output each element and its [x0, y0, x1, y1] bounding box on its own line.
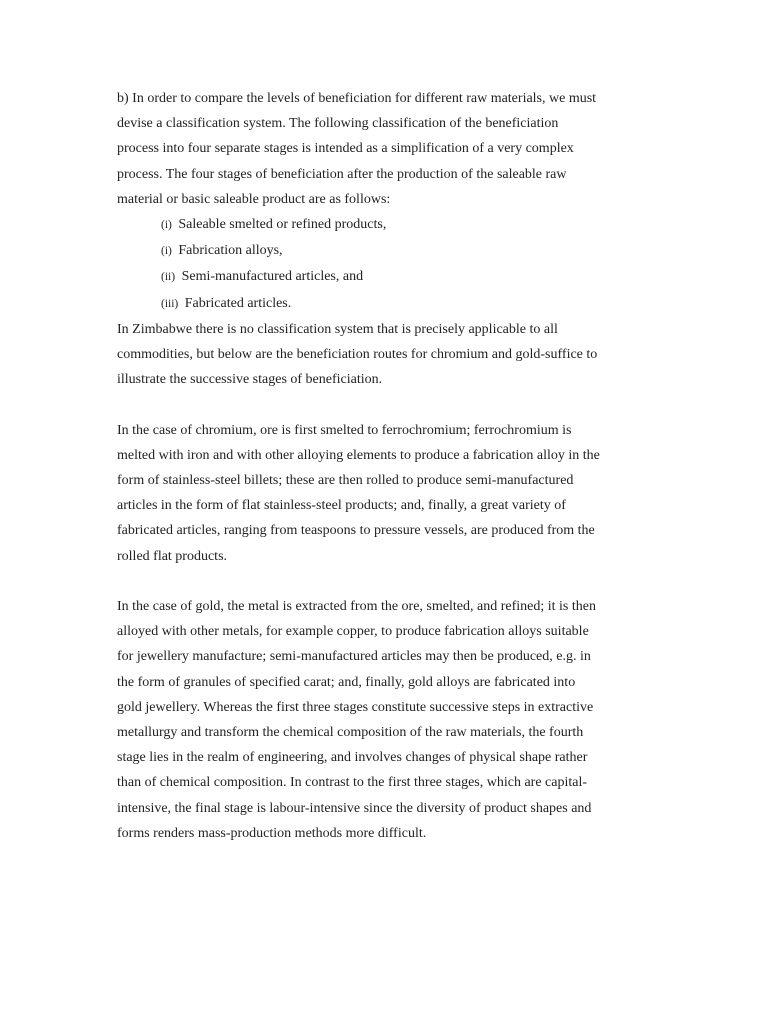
chromium-line: In the case of chromium, ore is first smelted to ferrochromium; ferrochromium is: [117, 422, 572, 438]
intro-paragraph: [117, 86, 657, 212]
chromium-paragraph: [117, 418, 657, 569]
intro-line: devise a classification system. The following classification of the beneficiation: [117, 116, 559, 132]
paragraph-gap: [117, 569, 657, 594]
stage-marker: (iii): [161, 297, 179, 310]
zimbabwe-line: commodities, but below are the beneficiation routes for chromium and gold-suffice to: [117, 347, 598, 363]
stage-item: [117, 291, 657, 317]
gold-line: alloyed with other metals, for example copper, to produce fabrication alloys suitable: [117, 624, 589, 640]
gold-line: metallurgy and transform the chemical composition of the raw materials, the fourth: [117, 725, 584, 741]
paragraph-gap: [117, 392, 657, 417]
gold-line: for jewellery manufacture; semi-manufactured articles may then be produced, e.g. in: [117, 649, 591, 665]
intro-line: process into four separate stages is intended as a simplification of a very complex: [117, 141, 574, 157]
chromium-line: melted with iron and with other alloying elements to produce a fabrication alloy in the: [117, 447, 600, 463]
gold-line: forms renders mass-production methods more difficult.: [117, 825, 427, 841]
gold-line: stage lies in the realm of engineering, and involves changes of physical shape rather: [117, 750, 588, 766]
stage-marker: (i): [161, 245, 172, 258]
zimbabwe-paragraph: [117, 317, 657, 393]
intro-line: b) In order to compare the levels of beneficiation for different raw materials, we must: [117, 91, 597, 106]
stage-marker: (ii): [161, 271, 176, 284]
gold-line: than of chemical composition. In contrast to the first three stages, which are capital-: [117, 775, 588, 791]
stage-text: Fabricated articles.: [184, 295, 292, 311]
stage-item: [117, 212, 657, 238]
chromium-line: rolled flat products.: [117, 548, 228, 564]
stages-list: [117, 212, 657, 317]
zimbabwe-line: In Zimbabwe there is no classification system that is precisely applicable to all: [117, 321, 558, 337]
intro-line: material or basic saleable product are as follows:: [117, 191, 391, 207]
stage-item: [117, 238, 657, 264]
chromium-line: fabricated articles, ranging from teaspoons to pressure vessels, are produced from the: [117, 523, 595, 539]
gold-line: gold jewellery. Whereas the first three stages constitute successive steps in extractive: [117, 699, 594, 715]
chromium-line: articles in the form of flat stainless-steel products; and, finally, a great variety of: [117, 498, 566, 514]
gold-paragraph: [117, 594, 657, 846]
gold-line: In the case of gold, the metal is extracted from the ore, smelted, and refined; it is then: [117, 599, 596, 615]
document-body: [117, 86, 657, 846]
gold-line: the form of granules of specified carat; and, finally, gold alloys are fabricated into: [117, 674, 576, 690]
stage-text: Fabrication alloys,: [178, 243, 283, 259]
stage-text: Saleable smelted or refined products,: [178, 217, 387, 233]
stage-marker: (i): [161, 219, 172, 232]
zimbabwe-line: illustrate the successive stages of beneficiation.: [117, 372, 383, 388]
stage-item: [117, 264, 657, 290]
stage-text: Semi-manufactured articles, and: [181, 269, 364, 285]
gold-line: intensive, the final stage is labour-intensive since the diversity of product shapes and: [117, 800, 592, 816]
chromium-line: form of stainless-steel billets; these are then rolled to produce semi-manufactured: [117, 473, 574, 489]
intro-line: process. The four stages of beneficiation after the production of the saleable raw: [117, 166, 567, 182]
